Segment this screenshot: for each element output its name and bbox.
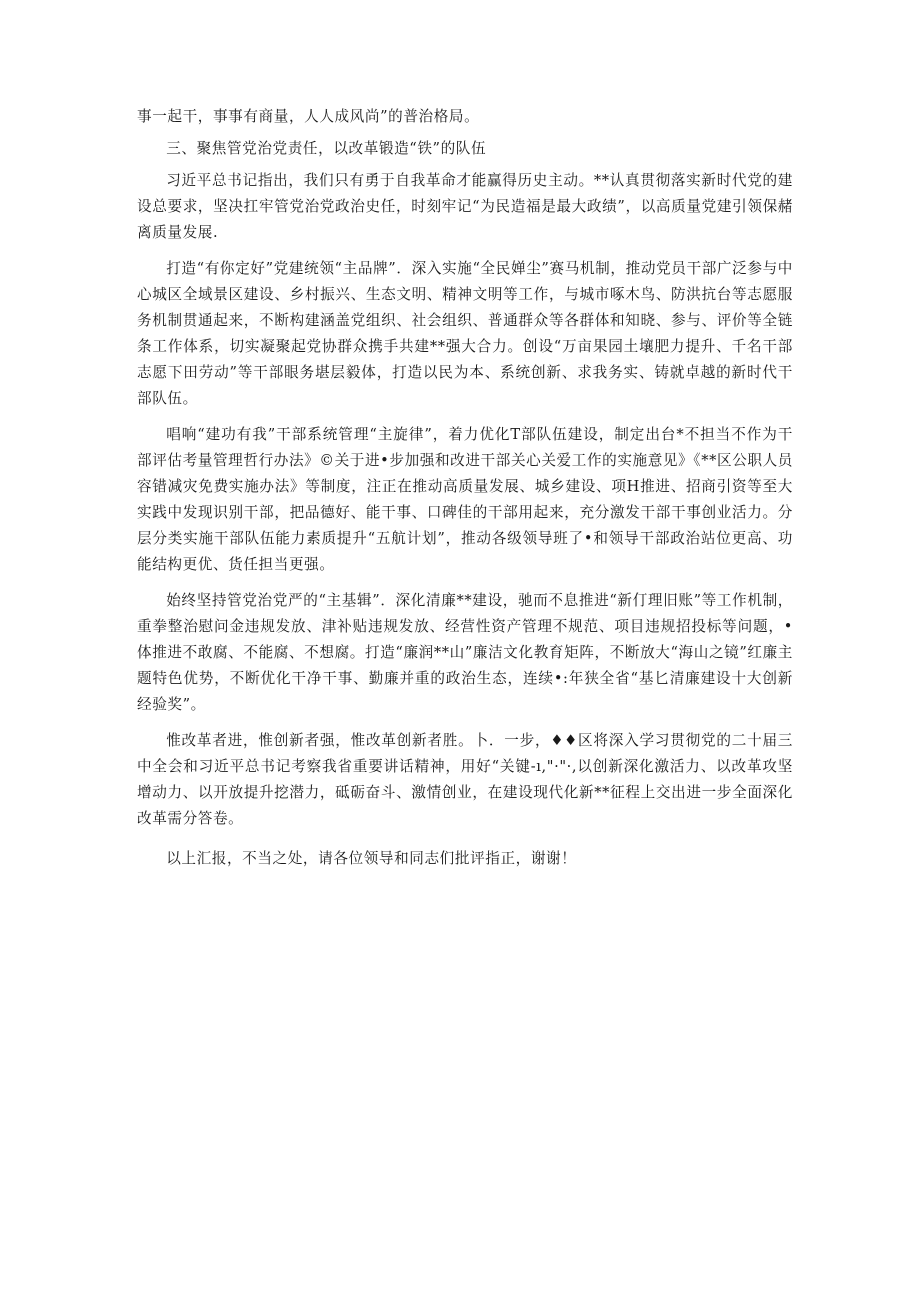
- paragraph: 唱响“建功有我”干部系统管理“主旋律”，着力优化T部队伍建设，制定出台*不担当不作为干部评估考量管理哲行办法》©关于进•步加强和改进干部关心关爱工作的实施意见》《**区公职人员容错减灾免费实施办法》等制度，注正在推动高质量发展、城乡建设、项H推进、招商引资等至大实践中发现识别干部，把品德好、能干事、口碑佳的干部用起来，充分激发干部干事创业活力。分层分类实施干部队伍能力素质提升“五航计划”，推动各级领导班了•和领导干部政治站位更高、功能结构更优、货任担当更强。: [137, 426, 793, 573]
- document-body: [137, 104, 793, 872]
- paragraph: 惟改革者进，惟创新者强，惟改革创新者胜。卜．一步，♦♦区将深入学习贯彻党的二十届三中全会和习近平总书记考察我省重要讲话精神，用好“关键-ı,"·"·,以创新深化激活力、以改革攻坚增动力、以开放提升挖潜力，砥砺奋斗、激情创业，在建设现代化新**征程上交出进一步全面深化改革需分答卷。: [137, 732, 793, 827]
- paragraph: 打造“有你定好”党建统领“主品牌”．深入实施“全民婵尘”赛马机制，推动党员干部广泛参与中心城区全域景区建设、乡村振兴、生态文明、精神文明等工作，与城市啄木鸟、防洪抗台等志愿服务机制贯通起来，不断构建涵盖党组织、社会组织、普通群众等各群体和知晓、参与、评价等全链条工作体系，切实凝聚起党协群众携手共建**强大合力。创设“万亩果园土壤肥力提升、千名干部志愿下田劳动”等干部眼务堪层毅体，打造以民为本、系统创新、求我务实、铸就卓越的新时代干部队伍。: [137, 260, 793, 407]
- section-heading: 三、聚焦管党治党责任，以改革锻造“铁”的队伍: [166, 140, 487, 157]
- paragraph-continuation: 事一起干，事事有商量，人人成风尚”的普治格局。: [137, 108, 480, 125]
- paragraph: 始终坚持管党治党严的“主基辑”．深化清廉**建设，驰而不息推进“新仃理旧账”等工作机制，重拳整治慰问金违规发放、津补贴违规发放、经营性资产管理不规范、项目违规招投标等问题，•体推进不敢腐、不能腐、不想腐。打造“廉润**山”廉洁文化教育矩阵，不断放大“海山之镜”红廉主题特色优势，不断优化干净干事、勤廉并重的政治生态，连续•:年狭全省“基匕清廉建设十大创新经验奖”。: [137, 592, 793, 713]
- closing-paragraph: 以上汇报，不当之处，请各位领导和同志们批评指正，谢谢！: [166, 850, 577, 867]
- paragraph: 习近平总书记指出，我们只有勇于自我革命才能赢得历史主动。**认真贯彻落实新时代党的建设总要求，坚决扛牢管党治党政治史任，时刻牢记“为民造福是最大政绩”，以高质量党建引领保赭离质量发展.: [137, 172, 793, 241]
